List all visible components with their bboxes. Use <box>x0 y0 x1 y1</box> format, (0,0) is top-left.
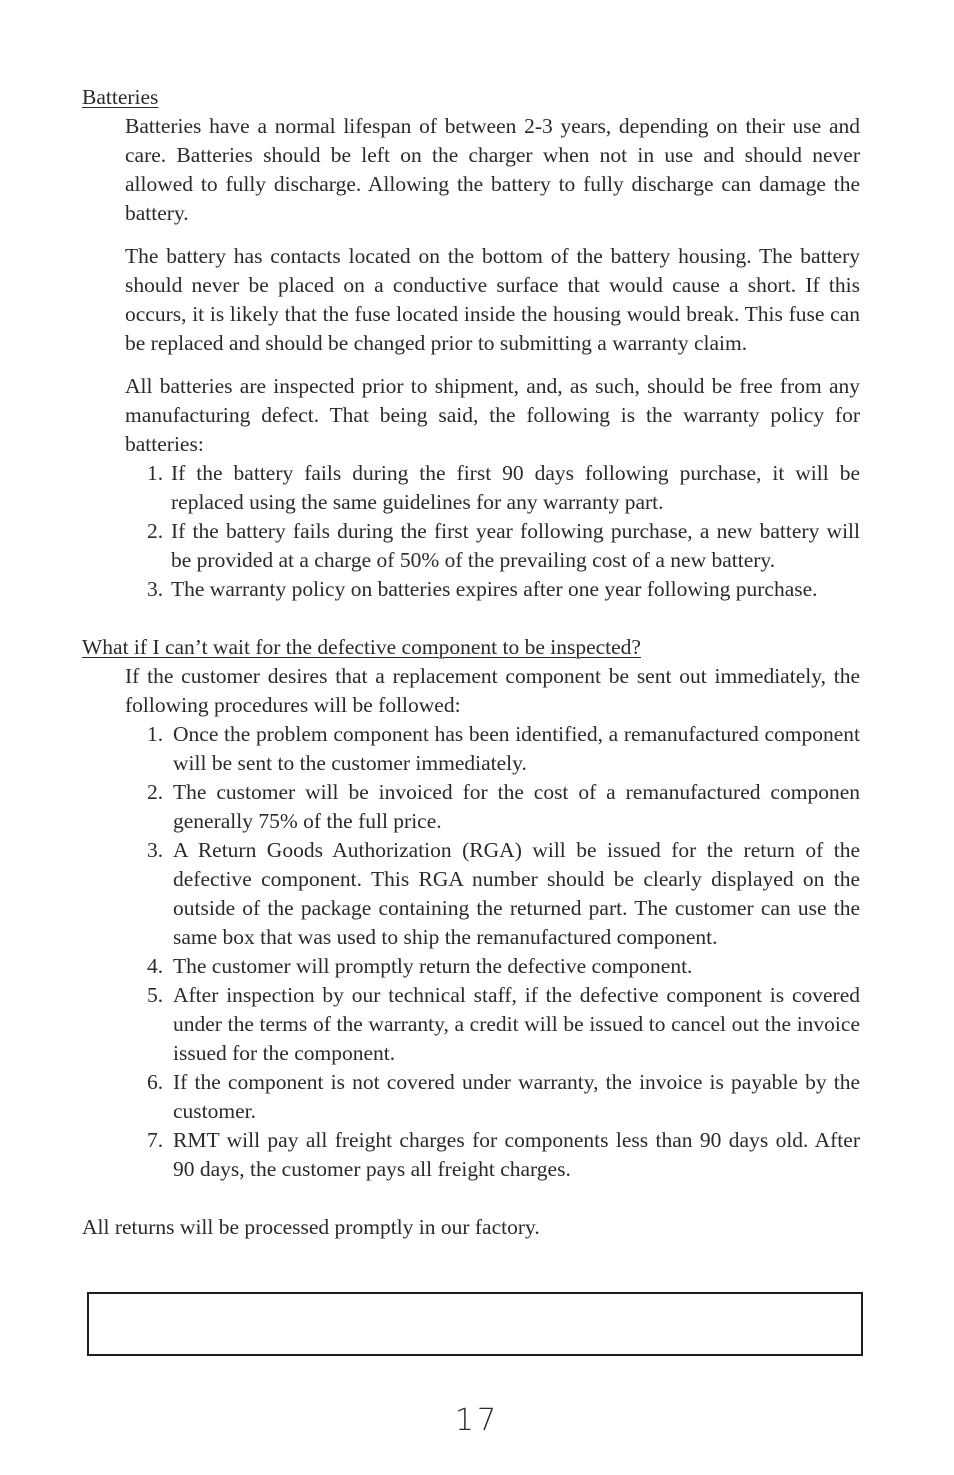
list-number: 3. <box>147 838 164 862</box>
list-item <box>147 517 860 575</box>
list-item <box>147 459 860 517</box>
replacement-section <box>82 633 860 1184</box>
list-item <box>147 1126 860 1184</box>
list-item-text: The warranty policy on batteries expires after one year following purchase. <box>171 577 818 601</box>
replacement-procedure-list <box>82 720 860 1184</box>
list-number: 4. <box>147 954 164 978</box>
list-item-text: If the component is not covered under warranty, the invoice is payable by the customer. <box>173 1070 860 1123</box>
list-item <box>147 575 860 604</box>
batteries-paragraph: Batteries have a normal lifespan of between 2-3 years, depending on their use and care. Batteries should be left on the charger when not in use and should never allowed to fully discharge. Allowing the battery to fully discharge can damage the battery. <box>125 114 860 225</box>
list-item <box>147 981 860 1068</box>
replacement-heading: What if I can’t wait for the defective component to be inspected? <box>82 635 641 659</box>
list-number: 6. <box>147 1070 164 1094</box>
list-item-text: The customer will promptly return the defective component. <box>173 954 693 978</box>
list-item <box>147 778 860 836</box>
batteries-paragraph: All batteries are inspected prior to shipment, and, as such, should be free from any manufacturing defect. That being said, the following is the warranty policy for batteries: <box>125 374 860 456</box>
list-item-text: The customer will be invoiced for the cost of a remanufactured componen generally 75% of the full price. <box>173 780 860 833</box>
list-number: 1. <box>147 722 164 746</box>
batteries-heading: Batteries <box>82 85 159 109</box>
list-item <box>147 1068 860 1126</box>
list-item-text: If the battery fails during the first year following purchase, a new battery will be provided at a charge of 50% of the prevailing cost of a new battery. <box>171 519 860 572</box>
battery-warranty-policy-list <box>82 459 860 604</box>
list-number: 5. <box>147 983 164 1007</box>
closing-statement: All returns will be processed promptly in our factory. <box>82 1215 540 1239</box>
list-item-text: RMT will pay all freight charges for components less than 90 days old. After 90 days, the customer pays all freight charges. <box>173 1128 860 1181</box>
page-number: 17 <box>454 1403 500 1438</box>
list-number: 3. <box>147 577 164 601</box>
list-number: 1. <box>147 461 164 485</box>
replacement-intro: If the customer desires that a replacement component be sent out immediately, the following procedures will be followed: <box>125 664 860 717</box>
batteries-section <box>82 83 860 604</box>
batteries-paragraph: The battery has contacts located on the bottom of the battery housing. The battery should never be placed on a conductive surface that would cause a short. If this occurs, it is likely that the fuse located inside the housing would break. This fuse can be replaced and should be changed prior to submitting a warranty claim. <box>125 244 860 355</box>
list-item <box>147 720 860 778</box>
list-number: 2. <box>147 780 164 804</box>
list-item-text: A Return Goods Authorization (RGA) will be issued for the return of the defective component. This RGA number should be clearly displayed on the outside of the package containing the returned part. The customer can use the same box that was used to ship the remanufactured component. <box>173 838 860 949</box>
list-item-text: If the battery fails during the first 90 days following purchase, it will be replaced using the same guidelines for any warranty part. <box>171 461 860 514</box>
list-item <box>147 952 860 981</box>
list-item <box>147 836 860 952</box>
document-body <box>82 83 860 1242</box>
empty-note-box <box>87 1292 863 1356</box>
list-item-text: After inspection by our technical staff, if the defective component is covered under the terms of the warranty, a credit will be issued to cancel out the invoice issued for the component. <box>173 983 860 1065</box>
list-number: 7. <box>147 1128 164 1152</box>
list-number: 2. <box>147 519 164 543</box>
list-item-text: Once the problem component has been identified, a remanufactured component will be sent to the customer immediately. <box>173 722 860 775</box>
